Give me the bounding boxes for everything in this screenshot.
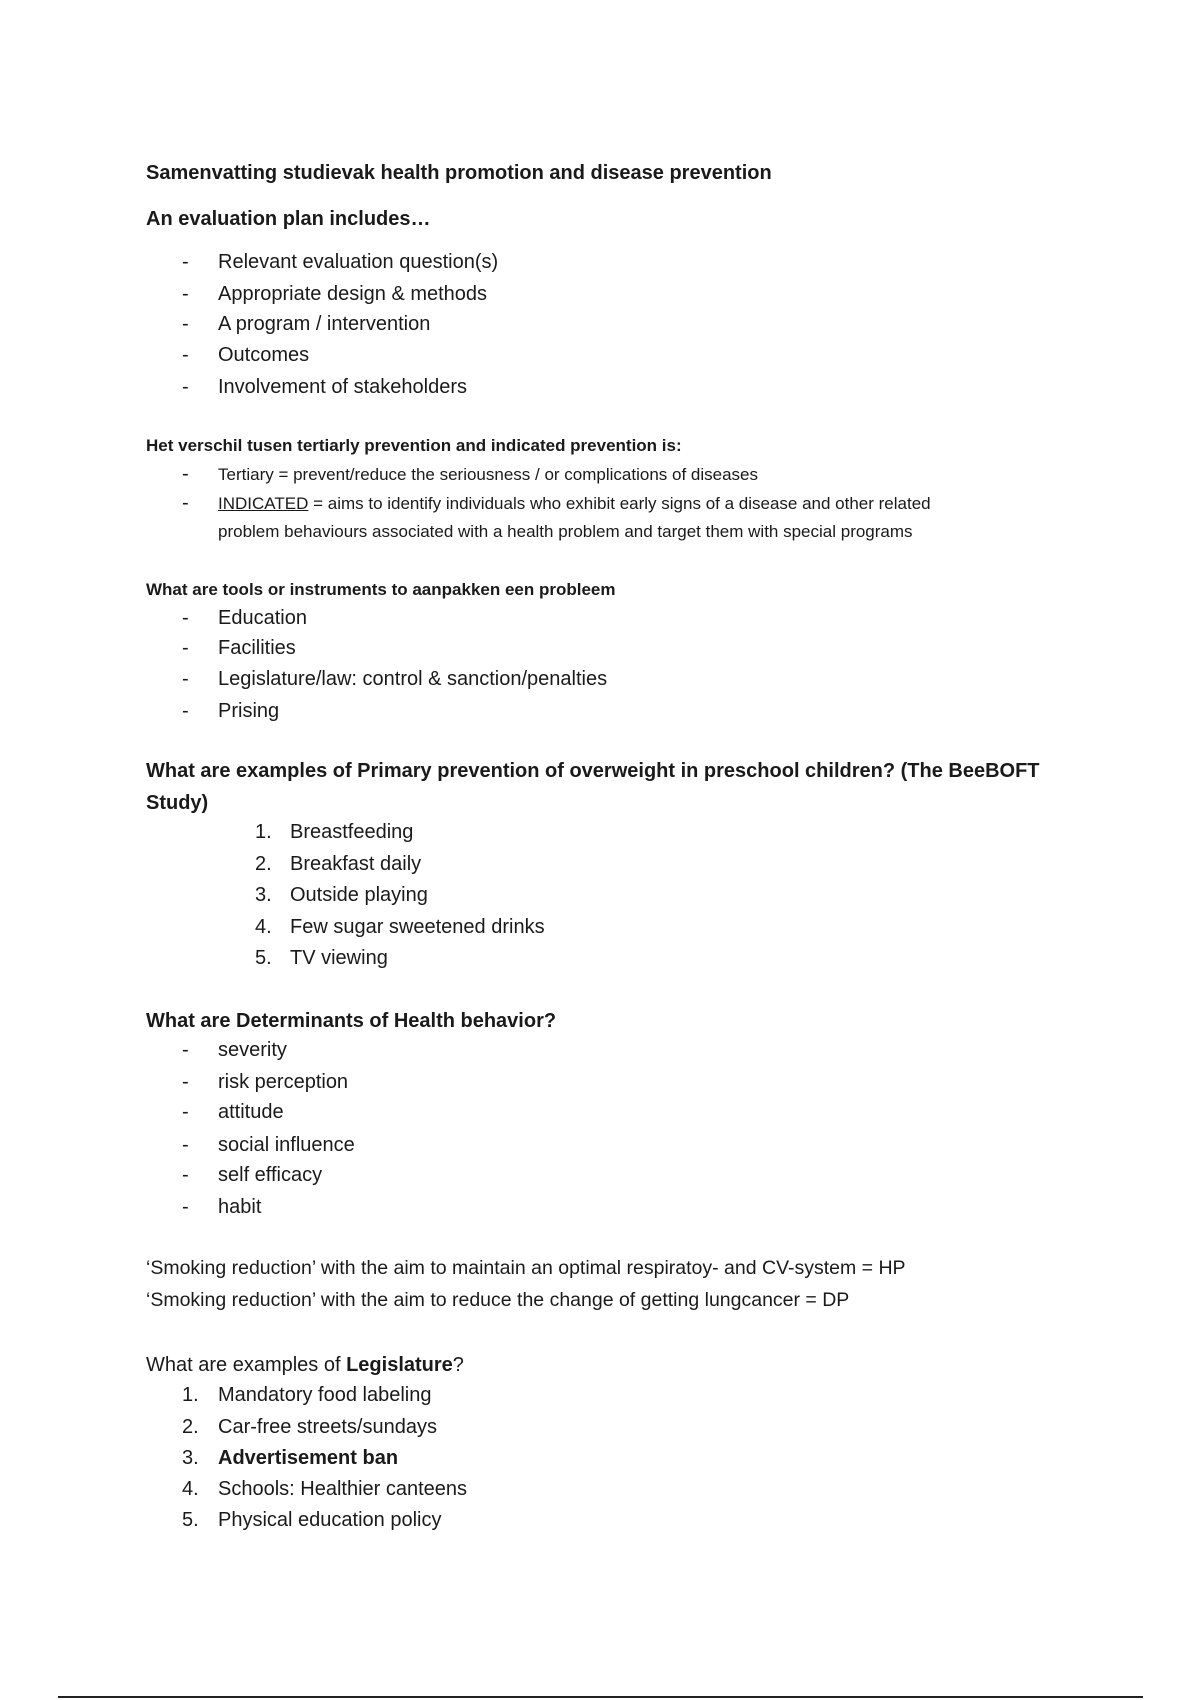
list-number: 4. [255, 916, 272, 938]
s3-item: Facilities [218, 637, 296, 659]
indicated-label: INDICATED [218, 494, 309, 513]
list-number: 3. [255, 884, 272, 906]
s1-item: Involvement of stakeholders [218, 376, 468, 398]
bullet-dash: - [182, 700, 189, 722]
s5-heading: What are Determinants of Health behavior? [146, 1010, 557, 1032]
s6-heading-post: ? [452, 1354, 464, 1376]
bullet-dash: - [182, 1039, 189, 1061]
s1-heading: An evaluation plan includes… [146, 208, 431, 230]
s4-item: Few sugar sweetened drinks [290, 916, 545, 938]
list-number: 2. [255, 853, 272, 875]
s4-item: Breastfeeding [290, 821, 414, 843]
smoking-dp-line: ‘Smoking reduction’ with the aim to reduce the change of getting lungcancer = DP [146, 1289, 850, 1311]
s2-tertiary: Tertiary = prevent/reduce the seriousness / or complications of diseases [218, 465, 759, 484]
bullet-dash: - [182, 1196, 189, 1218]
s5-item: attitude [218, 1101, 284, 1123]
s5-item: self efficacy [218, 1164, 323, 1186]
s4-item: TV viewing [290, 947, 388, 969]
bullet-dash: - [182, 313, 189, 335]
s5-item: social influence [218, 1134, 355, 1156]
page-title: Samenvatting studievak health promotion and disease prevention [146, 162, 772, 184]
s1-item: Appropriate design & methods [218, 283, 488, 305]
list-number: 5. [255, 947, 272, 969]
s6-heading-bold: Legislature [346, 1354, 453, 1376]
list-number: 2. [182, 1416, 199, 1438]
indicated-text: = aims to identify individuals who exhibit early signs of a disease and other related [308, 494, 931, 513]
list-number: 3. [182, 1447, 199, 1469]
bullet-dash: - [182, 668, 189, 690]
s6-item: Physical education policy [218, 1509, 442, 1531]
list-number: 1. [255, 821, 272, 843]
s3-item: Legislature/law: control & sanction/penalties [218, 668, 608, 690]
bullet-dash: - [182, 251, 189, 273]
list-number: 5. [182, 1509, 199, 1531]
s5-item: risk perception [218, 1071, 349, 1093]
list-number: 1. [182, 1384, 199, 1406]
bullet-dash: - [182, 1164, 189, 1186]
s1-item: A program / intervention [218, 313, 431, 335]
smoking-hp-line: ‘Smoking reduction’ with the aim to maintain an optimal respiratoy- and CV-system = HP [146, 1257, 906, 1279]
s4-heading: What are examples of Primary prevention of overweight in preschool children? (The BeeBOFT [146, 760, 1040, 782]
s4-heading-cont: Study) [146, 792, 209, 814]
s3-item: Education [218, 607, 307, 629]
s1-item: Outcomes [218, 344, 310, 366]
bullet-dash: - [182, 1101, 189, 1123]
s4-item: Breakfast daily [290, 853, 422, 875]
bullet-dash: - [182, 607, 189, 629]
s6-heading-pre: What are examples of [146, 1354, 347, 1376]
bullet-dash: - [182, 283, 189, 305]
s6-item: Schools: Healthier canteens [218, 1478, 468, 1500]
s5-item: habit [218, 1196, 262, 1218]
s2-indicated [218, 494, 931, 514]
s2-indicated-cont: problem behaviours associated with a health problem and target them with special programs [218, 522, 913, 541]
bullet-dash: - [182, 1071, 189, 1093]
s2-heading: Het verschil tusen tertiarly prevention and indicated prevention is: [146, 436, 682, 455]
list-number: 4. [182, 1478, 199, 1500]
bullet-dash: - [182, 1134, 189, 1156]
s3-heading: What are tools or instruments to aanpakken een probleem [146, 580, 616, 599]
bullet-dash: - [182, 344, 189, 366]
s6-item: Mandatory food labeling [218, 1384, 432, 1406]
s5-item: severity [218, 1039, 287, 1061]
s1-item: Relevant evaluation question(s) [218, 251, 499, 273]
footer-rule [58, 1696, 1143, 1698]
bullet-dash: - [182, 637, 189, 659]
s3-item: Prising [218, 700, 280, 722]
s4-item: Outside playing [290, 884, 428, 906]
bullet-dash: - [182, 492, 189, 514]
s6-item: Advertisement ban [218, 1447, 399, 1469]
s6-heading [146, 1353, 464, 1377]
bullet-dash: - [182, 463, 189, 485]
s6-item: Car-free streets/sundays [218, 1416, 437, 1438]
bullet-dash: - [182, 376, 189, 398]
